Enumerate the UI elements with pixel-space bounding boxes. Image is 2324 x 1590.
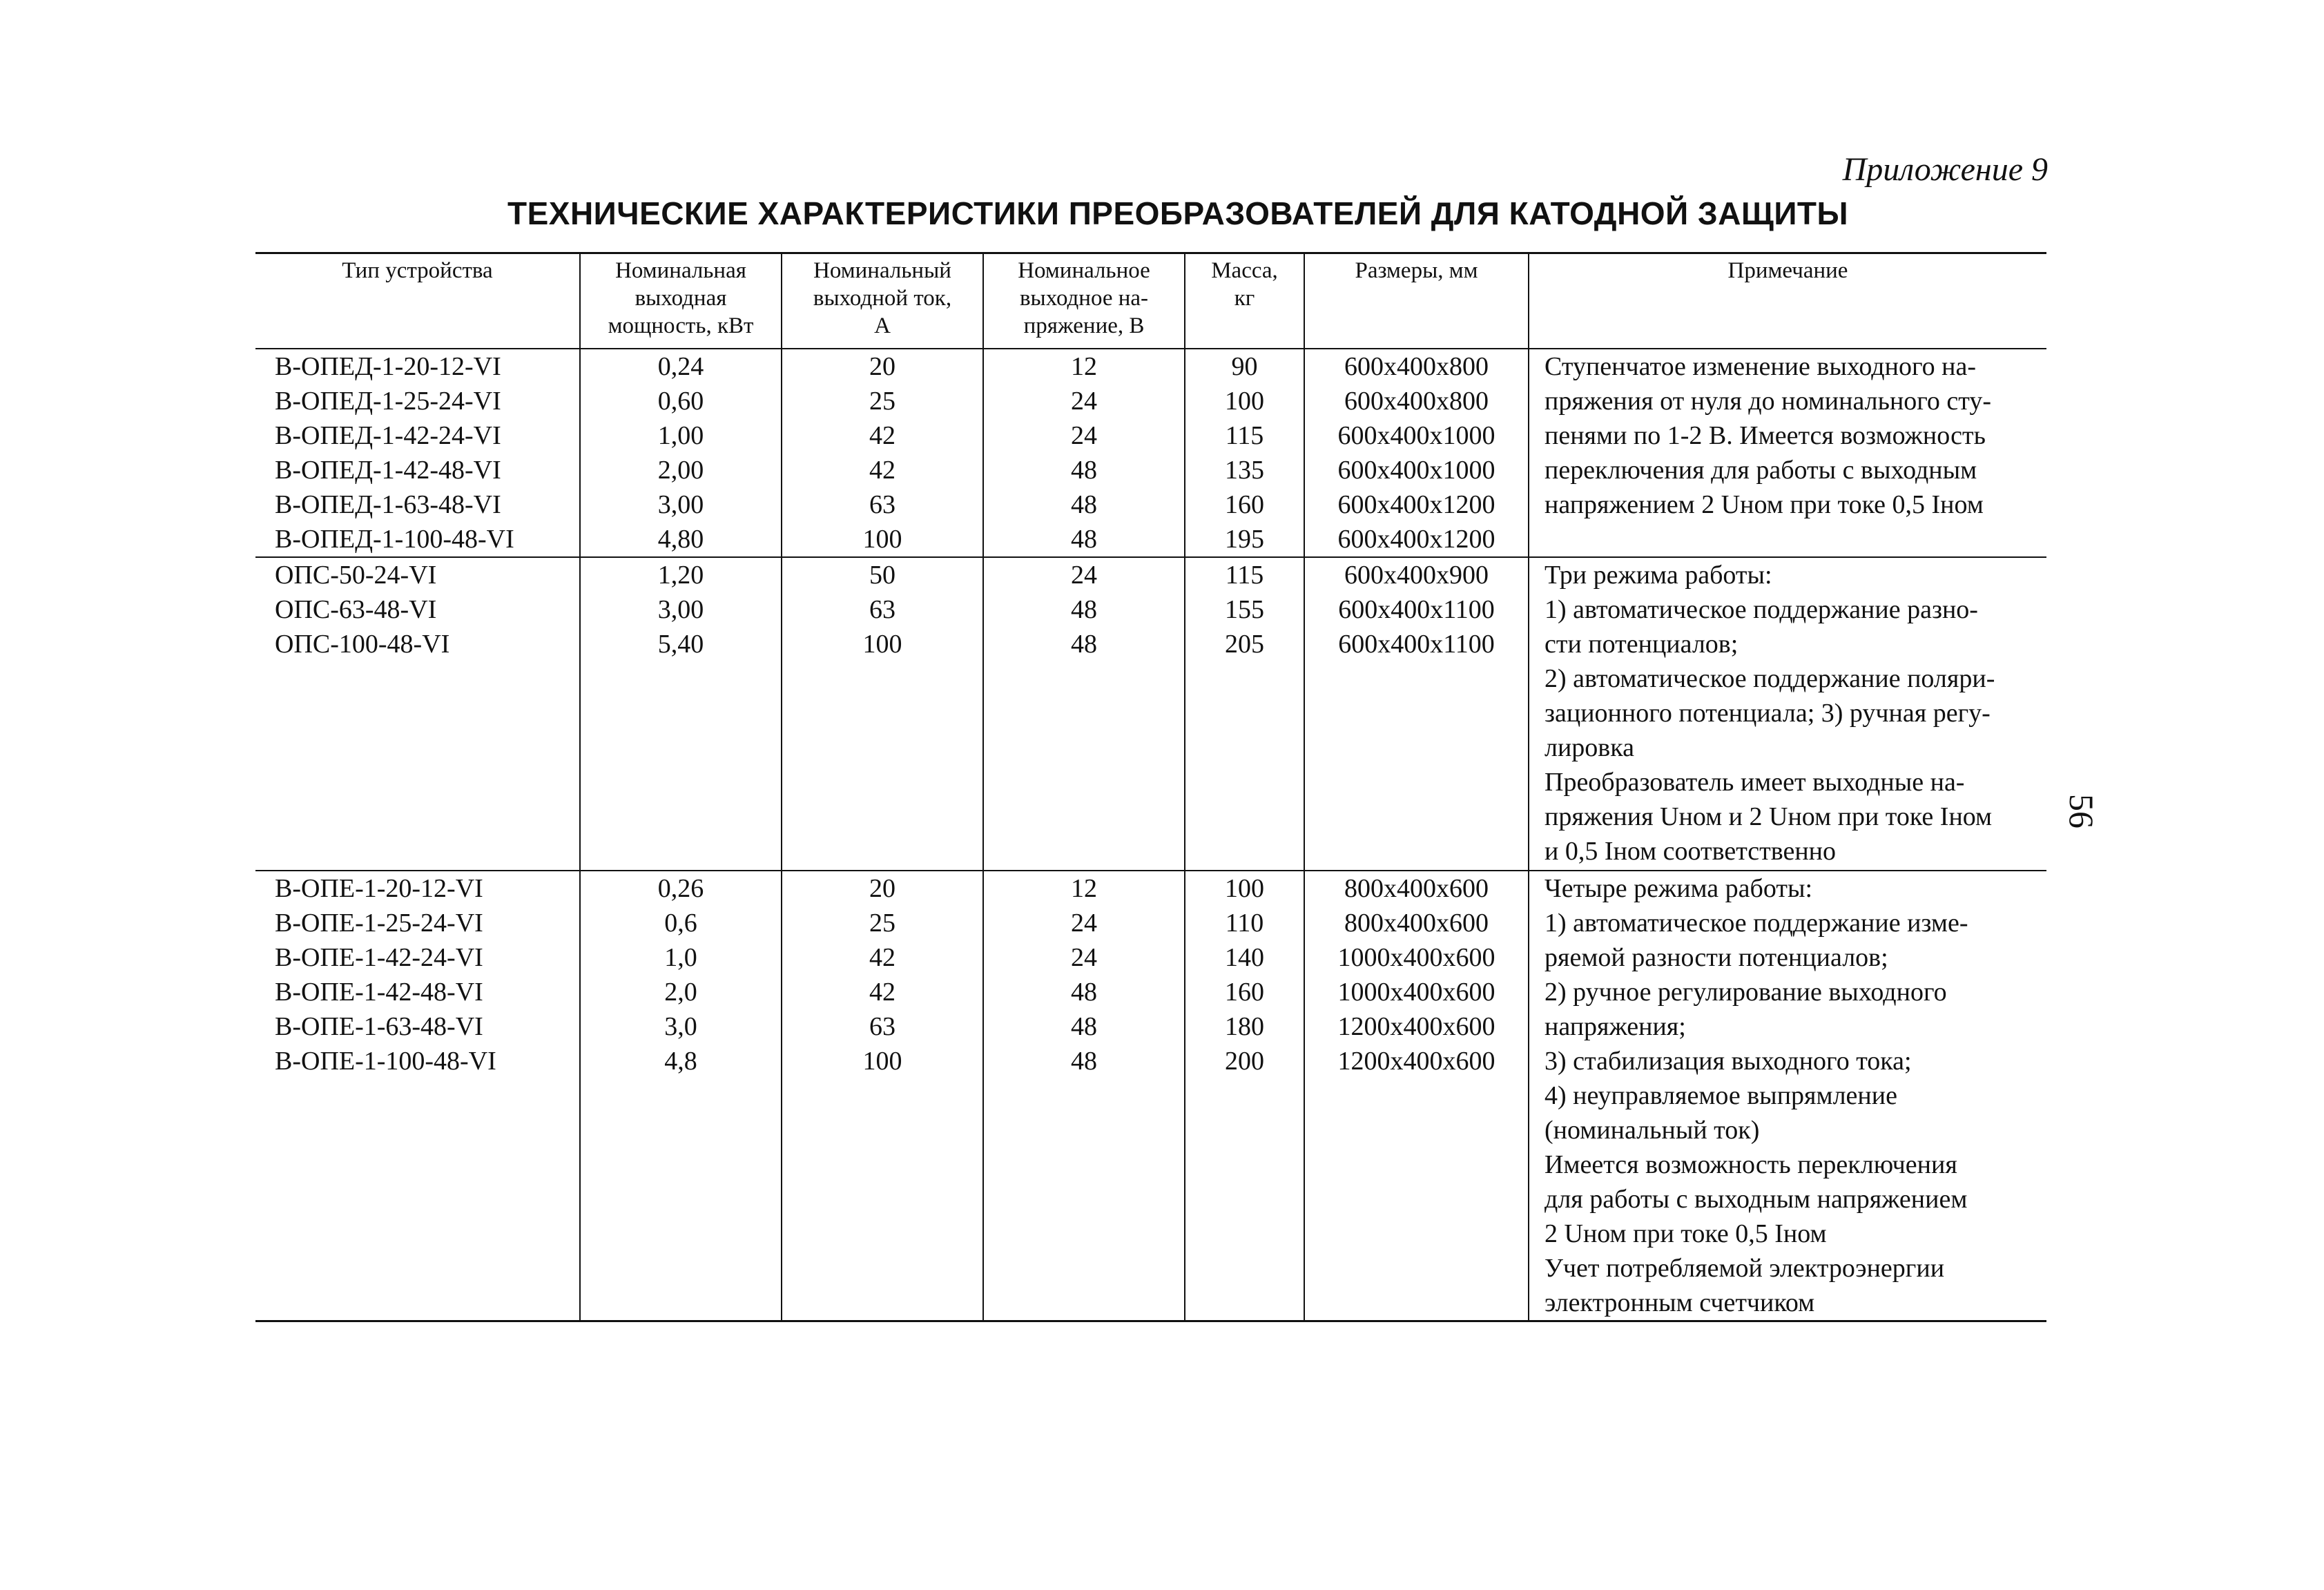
mass-value: 155 <box>1225 595 1264 624</box>
header-note <box>1529 253 2046 349</box>
dimensions-value: 600x400x900 <box>1344 561 1489 590</box>
mass-value: 115 <box>1225 421 1264 450</box>
note-line: Преобразователь имеет выходные на- <box>1545 768 1965 797</box>
mass-cell <box>1185 871 1304 1321</box>
device-type: В-ОПЕД-1-42-48-VI <box>275 456 501 485</box>
table-row-group-vopd <box>255 349 2046 557</box>
voltage-value: 24 <box>1071 421 1097 450</box>
header-line: выходная <box>635 286 727 311</box>
note-line: напряжением 2 Uном при токе 0,5 Iном <box>1545 490 1984 519</box>
note-line: 1) автоматическое поддержание изме- <box>1545 909 1968 938</box>
power-cell <box>580 557 782 871</box>
mass-value: 100 <box>1225 387 1264 416</box>
power-value: 2,0 <box>664 978 697 1007</box>
note-line: сти потенциалов; <box>1545 630 1739 659</box>
table-header-row <box>255 253 2046 349</box>
note-line: зационного потенциала; 3) ручная регу- <box>1545 699 1991 728</box>
note-line: 4) неуправляемое выпрямление <box>1545 1081 1897 1110</box>
voltage-value: 48 <box>1071 595 1097 624</box>
current-cell <box>782 349 983 557</box>
header-power <box>580 253 782 349</box>
mass-value: 100 <box>1225 874 1264 903</box>
voltage-value: 24 <box>1071 909 1097 938</box>
power-value: 1,20 <box>657 561 704 590</box>
mass-value: 160 <box>1225 490 1264 519</box>
device-type-cell <box>255 349 580 557</box>
voltage-cell <box>983 871 1185 1321</box>
current-value: 42 <box>869 421 895 450</box>
voltage-value: 48 <box>1071 978 1097 1007</box>
power-value: 4,8 <box>664 1047 697 1076</box>
device-type: В-ОПЕД-1-100-48-VI <box>275 525 514 554</box>
mass-value: 90 <box>1231 352 1258 381</box>
device-type: В-ОПЕ-1-25-24-VI <box>275 909 483 938</box>
device-type: В-ОПЕ-1-63-48-VI <box>275 1012 483 1041</box>
note-line: 2 Uном при токе 0,5 Iном <box>1545 1219 1827 1248</box>
note-line: Ступенчатое изменение выходного на- <box>1545 352 1976 381</box>
voltage-value: 48 <box>1071 1012 1097 1041</box>
dimensions-cell <box>1304 349 1529 557</box>
device-type: В-ОПЕ-1-42-24-VI <box>275 943 483 972</box>
current-value: 50 <box>869 561 895 590</box>
device-type: ОПС-63-48-VI <box>275 595 437 624</box>
device-type: В-ОПЕД-1-25-24-VI <box>275 387 501 416</box>
current-value: 20 <box>869 352 895 381</box>
header-line: Номинальный <box>813 258 951 283</box>
header-current <box>782 253 983 349</box>
current-value: 42 <box>869 456 895 485</box>
power-value: 3,00 <box>657 595 704 624</box>
power-value: 4,80 <box>657 525 704 554</box>
document-title: ТЕХНИЧЕСКИЕ ХАРАКТЕРИСТИКИ ПРЕОБРАЗОВАТЕЛЕЙ ДЛЯ КАТОДНОЙ ЗАЩИТЫ <box>507 195 1849 231</box>
note-line: 1) автоматическое поддержание разно- <box>1545 595 1978 624</box>
note-line: лировка <box>1545 733 1634 762</box>
note-line: и 0,5 Iном соответственно <box>1545 837 1837 866</box>
header-line: Номинальная <box>615 258 746 283</box>
header-line: выходной ток, <box>813 286 952 311</box>
table-row-group-ops <box>255 557 2046 871</box>
note-line: Три режима работы: <box>1545 561 1772 590</box>
dimensions-value: 600x400x1200 <box>1337 490 1495 519</box>
dimensions-value: 600x400x1000 <box>1337 456 1495 485</box>
voltage-value: 24 <box>1071 387 1097 416</box>
power-value: 1,00 <box>657 421 704 450</box>
mass-value: 110 <box>1225 909 1264 938</box>
mass-value: 140 <box>1225 943 1264 972</box>
voltage-value: 48 <box>1071 1047 1097 1076</box>
dimensions-value: 800x400x600 <box>1344 909 1489 938</box>
header-line: Примечание <box>1727 258 1848 283</box>
dimensions-cell <box>1304 871 1529 1321</box>
note-cell <box>1529 557 2046 871</box>
page-number: 56 <box>2062 794 2101 828</box>
header-mass <box>1185 253 1304 349</box>
note-cell <box>1529 871 2046 1321</box>
dimensions-value: 600x400x1200 <box>1337 525 1495 554</box>
current-value: 63 <box>869 490 895 519</box>
current-value: 63 <box>869 595 895 624</box>
header-line: Размеры, мм <box>1355 258 1478 283</box>
voltage-cell <box>983 557 1185 871</box>
header-line: Масса, <box>1211 258 1278 283</box>
header-voltage <box>983 253 1185 349</box>
note-cell <box>1529 349 2046 557</box>
header-line: пряжение, В <box>1023 313 1145 338</box>
mass-value: 180 <box>1225 1012 1264 1041</box>
note-line: электронным счетчиком <box>1545 1288 1815 1317</box>
current-value: 42 <box>869 943 895 972</box>
dimensions-value: 600x400x1100 <box>1338 630 1495 659</box>
voltage-value: 24 <box>1071 943 1097 972</box>
power-cell <box>580 349 782 557</box>
current-value: 25 <box>869 387 895 416</box>
voltage-value: 12 <box>1071 874 1097 903</box>
power-value: 0,60 <box>657 387 704 416</box>
note-line: напряжения; <box>1545 1012 1686 1041</box>
header-line: кг <box>1234 286 1255 311</box>
note-line: пряжения Uном и 2 Uном при токе Iном <box>1545 802 1993 831</box>
power-value: 5,40 <box>657 630 704 659</box>
header-line: Тип устройства <box>342 258 493 283</box>
current-value: 42 <box>869 978 895 1007</box>
note-line: 2) автоматическое поддержание поляри- <box>1545 664 1995 693</box>
header-device-type <box>255 253 580 349</box>
mass-value: 205 <box>1225 630 1264 659</box>
mass-cell <box>1185 557 1304 871</box>
current-value: 100 <box>862 525 902 554</box>
device-type: В-ОПЕД-1-20-12-VI <box>275 352 501 381</box>
voltage-value: 12 <box>1071 352 1097 381</box>
dimensions-value: 1200x400x600 <box>1337 1047 1495 1076</box>
dimensions-value: 600x400x1000 <box>1337 421 1495 450</box>
voltage-value: 48 <box>1071 490 1097 519</box>
dimensions-value: 1000x400x600 <box>1337 978 1495 1007</box>
note-line: Учет потребляемой электроэнергии <box>1545 1254 1945 1283</box>
mass-value: 115 <box>1225 561 1264 590</box>
dimensions-cell <box>1304 557 1529 871</box>
header-line: Номинальное <box>1018 258 1150 283</box>
voltage-value: 48 <box>1071 525 1097 554</box>
device-type: В-ОПЕ-1-100-48-VI <box>275 1047 496 1076</box>
power-value: 0,6 <box>664 909 697 938</box>
note-line: ряемой разности потенциалов; <box>1545 943 1888 972</box>
device-type: В-ОПЕ-1-42-48-VI <box>275 978 483 1007</box>
power-value: 3,0 <box>664 1012 697 1041</box>
specifications-table <box>255 252 2046 1322</box>
dimensions-value: 600x400x1100 <box>1338 595 1495 624</box>
mass-value: 200 <box>1225 1047 1264 1076</box>
power-value: 3,00 <box>657 490 704 519</box>
current-value: 100 <box>862 630 902 659</box>
note-line: Имеется возможность переключения <box>1545 1150 1957 1179</box>
note-line: (номинальный ток) <box>1545 1116 1760 1145</box>
power-cell <box>580 871 782 1321</box>
voltage-cell <box>983 349 1185 557</box>
device-type-cell <box>255 557 580 871</box>
device-type: В-ОПЕД-1-63-48-VI <box>275 490 501 519</box>
voltage-value: 48 <box>1071 630 1097 659</box>
header-line: мощность, кВт <box>608 313 754 338</box>
note-line: пряжения от нуля до номинального сту- <box>1545 387 1992 416</box>
mass-value: 195 <box>1225 525 1264 554</box>
mass-value: 135 <box>1225 456 1264 485</box>
table-row-group-vope <box>255 871 2046 1321</box>
current-cell <box>782 557 983 871</box>
note-line: 3) стабилизация выходного тока; <box>1545 1047 1912 1076</box>
device-type: ОПС-100-48-VI <box>275 630 450 659</box>
dimensions-value: 600x400x800 <box>1344 387 1489 416</box>
mass-value: 160 <box>1225 978 1264 1007</box>
power-value: 1,0 <box>664 943 697 972</box>
header-line: А <box>874 313 891 338</box>
note-line: 2) ручное регулирование выходного <box>1545 978 1947 1007</box>
header-line: выходное на- <box>1019 286 1149 311</box>
dimensions-value: 1000x400x600 <box>1337 943 1495 972</box>
power-value: 0,26 <box>657 874 704 903</box>
mass-cell <box>1185 349 1304 557</box>
current-value: 25 <box>869 909 895 938</box>
dimensions-value: 800x400x600 <box>1344 874 1489 903</box>
note-line: переключения для работы с выходным <box>1545 456 1977 485</box>
current-value: 63 <box>869 1012 895 1041</box>
current-cell <box>782 871 983 1321</box>
note-line: пенями по 1-2 В. Имеется возможность <box>1545 421 1986 450</box>
note-line: Четыре режима работы: <box>1545 874 1813 903</box>
device-type-cell <box>255 871 580 1321</box>
header-dimensions <box>1304 253 1529 349</box>
device-type: ОПС-50-24-VI <box>275 561 437 590</box>
voltage-value: 48 <box>1071 456 1097 485</box>
current-value: 20 <box>869 874 895 903</box>
appendix-label: Приложение 9 <box>1842 151 2048 188</box>
dimensions-value: 1200x400x600 <box>1337 1012 1495 1041</box>
power-value: 0,24 <box>657 352 704 381</box>
voltage-value: 24 <box>1071 561 1097 590</box>
power-value: 2,00 <box>657 456 704 485</box>
device-type: В-ОПЕ-1-20-12-VI <box>275 874 483 903</box>
current-value: 100 <box>862 1047 902 1076</box>
dimensions-value: 600x400x800 <box>1344 352 1489 381</box>
note-line: для работы с выходным напряжением <box>1545 1185 1968 1214</box>
device-type: В-ОПЕД-1-42-24-VI <box>275 421 501 450</box>
